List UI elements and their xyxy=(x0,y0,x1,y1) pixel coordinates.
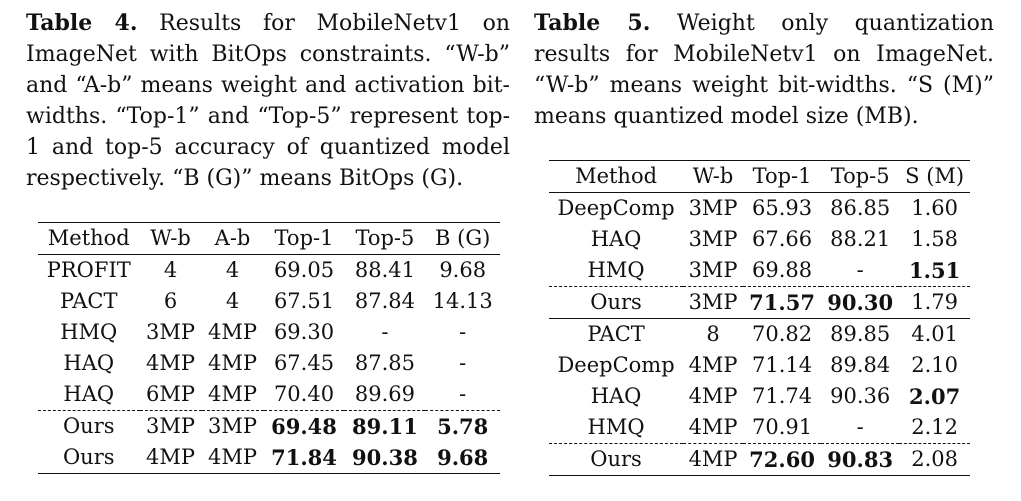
table-cell: 69.48 xyxy=(271,414,337,439)
table-4-header-row xyxy=(38,223,500,255)
table-5-header-top1: Top-1 xyxy=(752,164,812,188)
table-cell: 4MP xyxy=(688,415,738,439)
table-cell: 3MP xyxy=(688,258,738,282)
table-cell: 3MP xyxy=(146,320,196,344)
table-cell: 3MP xyxy=(146,414,196,438)
table-cell: 87.85 xyxy=(354,351,415,375)
table-4-header-wb: W-b xyxy=(150,226,191,250)
table-row xyxy=(549,193,970,225)
table-cell: 90.38 xyxy=(352,445,418,470)
table-cell: Ours xyxy=(590,447,642,471)
table-cell: 71.74 xyxy=(752,384,813,408)
table-row xyxy=(549,224,970,255)
table-cell: 70.91 xyxy=(752,415,813,439)
table-cell: 65.93 xyxy=(752,196,813,220)
table-cell: 3MP xyxy=(688,290,738,314)
table-cell: 90.30 xyxy=(827,290,894,315)
table-cell: 9.68 xyxy=(439,258,487,282)
table-cell: 2.08 xyxy=(911,447,958,471)
table-cell: Ours xyxy=(62,414,115,438)
table-cell: 4 xyxy=(163,258,178,282)
table-cell: 70.40 xyxy=(273,382,335,406)
table-cell: 67.51 xyxy=(273,289,335,313)
table-cell: Ours xyxy=(590,290,642,314)
table-5-header-method: Method xyxy=(575,164,658,188)
table-cell: 1.51 xyxy=(909,258,961,283)
table-row xyxy=(549,444,970,476)
table-5-caption-text: Weight only quantization results for MobileNetv1 on ImageNet. “W-b” means weight bit-widths. “S (M)” means quantized model size (MB). xyxy=(534,11,995,129)
table-cell: 5.78 xyxy=(437,414,489,439)
table-cell: HAQ xyxy=(63,382,115,406)
table-4-caption-text: Results for MobileNetv1 on ImageNet with BitOps constraints. “W-b” and “A-b” means weight and activation bit-widths. “Top-1” and “Top-5” represent top-1 and top-5 accuracy of quantized model respectively. “B (G)” means BitOps (G). xyxy=(26,11,510,191)
table-cell: 4 xyxy=(225,289,240,313)
table-cell: - xyxy=(856,258,864,282)
table-5-header-row xyxy=(549,161,970,193)
table-row xyxy=(38,348,500,379)
table-4-header-top1: Top-1 xyxy=(274,226,334,250)
table-cell: 87.84 xyxy=(354,289,415,313)
table-cell: 2.12 xyxy=(911,415,958,439)
table-cell: 89.84 xyxy=(830,353,891,377)
table-4-caption xyxy=(26,8,510,194)
table-cell: 71.57 xyxy=(749,290,815,315)
table-cell: - xyxy=(381,320,389,344)
table-cell: HMQ xyxy=(60,320,118,344)
table-row xyxy=(549,381,970,412)
table-5-caption-label: Table 5. xyxy=(534,10,651,36)
table-4-caption-label: Table 4. xyxy=(26,10,138,36)
table-cell: HAQ xyxy=(63,351,115,375)
table-row xyxy=(38,379,500,411)
table-cell: 69.05 xyxy=(273,258,335,282)
table-cell: 4MP xyxy=(208,320,258,344)
table-cell: 67.45 xyxy=(273,351,335,375)
table-4-header-ab: A-b xyxy=(214,226,251,250)
table-cell: - xyxy=(459,351,467,375)
table-cell: 4MP xyxy=(208,351,258,375)
table-5 xyxy=(549,160,970,476)
table-row xyxy=(549,412,970,444)
table-cell: HAQ xyxy=(590,227,642,251)
table-cell: 1.58 xyxy=(911,227,958,251)
table-cell: 86.85 xyxy=(830,196,891,220)
table-cell: 69.30 xyxy=(273,320,335,344)
table-cell: 1.79 xyxy=(911,290,958,314)
table-cell: 4MP xyxy=(208,382,258,406)
table-cell: 71.84 xyxy=(271,445,337,470)
table-cell: 89.69 xyxy=(354,382,415,406)
table-cell: 72.60 xyxy=(749,447,815,472)
table-row xyxy=(38,411,500,443)
table-cell: 4MP xyxy=(688,384,738,408)
table-cell: PROFIT xyxy=(46,258,131,282)
table-cell: - xyxy=(856,415,864,439)
table-cell: 3MP xyxy=(688,227,738,251)
table-cell: HMQ xyxy=(587,415,645,439)
table-cell: 70.82 xyxy=(752,322,813,346)
table-cell: HMQ xyxy=(587,258,645,282)
table-4 xyxy=(38,222,500,474)
table-row xyxy=(38,255,500,287)
table-4-header-bitops: B (G) xyxy=(435,226,491,250)
table-cell: PACT xyxy=(587,322,645,346)
table-cell: 1.60 xyxy=(911,196,958,220)
table-cell: 4 xyxy=(225,258,240,282)
table-row xyxy=(38,317,500,348)
table-cell: 4MP xyxy=(146,445,196,469)
table-cell: Ours xyxy=(62,445,115,469)
table-cell: - xyxy=(459,320,467,344)
table-cell: 2.10 xyxy=(911,353,958,377)
table-cell: 4MP xyxy=(688,353,738,377)
table-cell: 3MP xyxy=(688,196,738,220)
table-cell: HAQ xyxy=(590,384,642,408)
table-row xyxy=(549,255,970,287)
table-cell: 4MP xyxy=(208,445,258,469)
table-5-header-wb: W-b xyxy=(692,164,734,188)
table-row xyxy=(38,442,500,474)
table-cell: - xyxy=(459,382,467,406)
table-cell: 88.41 xyxy=(354,258,415,282)
table-cell: 89.11 xyxy=(352,414,418,439)
table-cell: 2.07 xyxy=(909,384,961,409)
table-cell: 9.68 xyxy=(437,445,489,470)
table-cell: 71.14 xyxy=(752,353,813,377)
table-cell: DeepComp xyxy=(557,353,675,377)
table-cell: 90.83 xyxy=(827,447,894,472)
table-cell: 4.01 xyxy=(911,322,958,346)
table-cell: 3MP xyxy=(208,414,258,438)
table-row xyxy=(549,350,970,381)
table-cell: PACT xyxy=(60,289,118,313)
table-5-caption xyxy=(534,8,994,132)
table-5-header-top5: Top-5 xyxy=(830,164,890,188)
table-cell: 4MP xyxy=(146,351,196,375)
table-cell: 8 xyxy=(706,322,720,346)
table-cell: 88.21 xyxy=(830,227,891,251)
table-cell: 69.88 xyxy=(752,258,813,282)
table-4-header-top5: Top-5 xyxy=(355,226,415,250)
table-cell: DeepComp xyxy=(557,196,675,220)
table-cell: 14.13 xyxy=(432,289,493,313)
table-cell: 89.85 xyxy=(830,322,891,346)
table-4-header-method: Method xyxy=(47,226,130,250)
table-cell: 67.66 xyxy=(752,227,813,251)
table-cell: 6 xyxy=(163,289,178,313)
table-row xyxy=(38,286,500,317)
table-cell: 6MP xyxy=(146,382,196,406)
table-cell: 90.36 xyxy=(830,384,891,408)
table-cell: 4MP xyxy=(688,447,738,471)
table-row xyxy=(549,319,970,351)
table-row xyxy=(549,287,970,319)
table-5-header-size: S (M) xyxy=(905,164,965,188)
